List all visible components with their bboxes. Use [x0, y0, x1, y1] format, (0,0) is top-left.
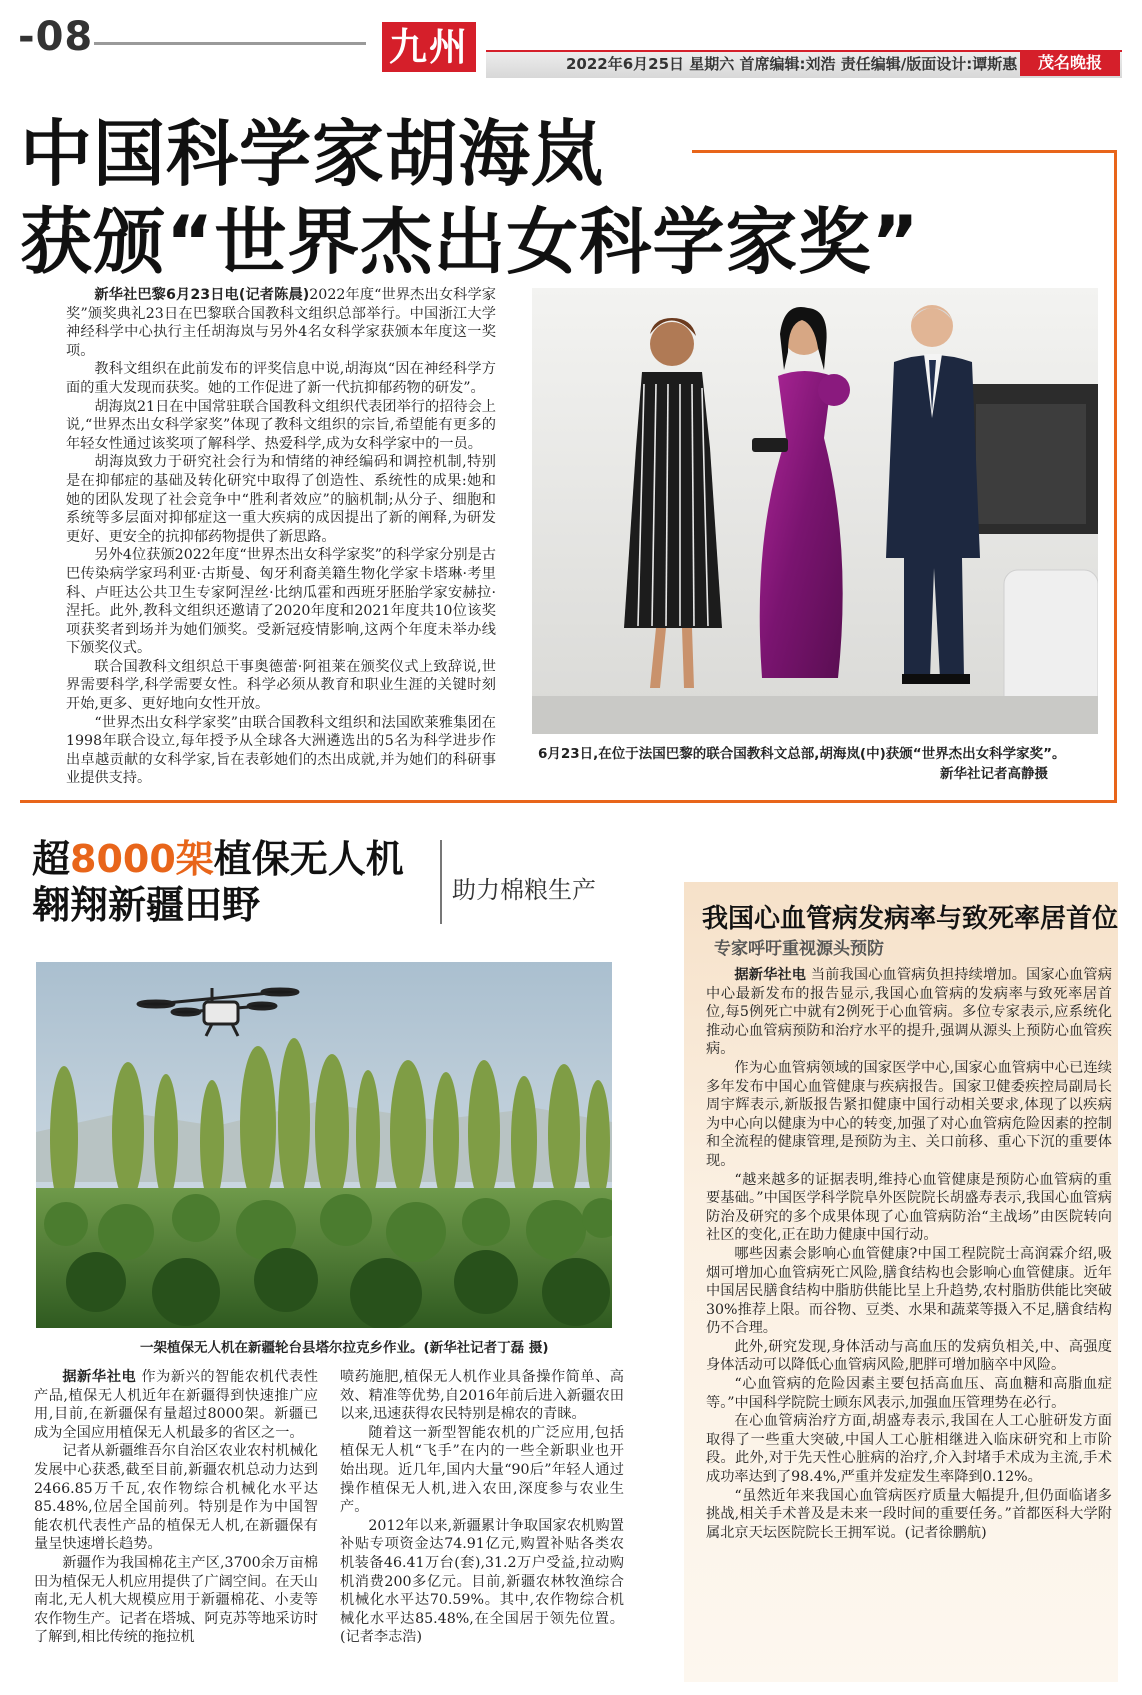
- paragraph: 此外,研究发现,身体活动与高血压的发病负相关,中、高强度身体活动可以降低心血管病风险,肥胖可增加脑卒中风险。: [706, 1338, 1112, 1374]
- paragraph: “世界杰出女科学家奖”由联合国教科文组织和法国欧莱雅集团在1998年联合设立,每年授予从全球各大洲遴选出的5名为科学进步作出卓越贡献的女科学家,旨在表彰她们的杰出成就,并为她们的科研事业提供支持。: [66, 714, 496, 787]
- paragraph: 在心血管病治疗方面,胡盛寿表示,我国在人工心脏研发方面取得了一些重大突破,中国人工心脏相继进入临床研究和上市阶段。此外,对于先天性心脏病的治疗,介入封堵手术成为主流,手术成功率达到了98.4%,严重并发症发生率降到0.12%。: [706, 1413, 1112, 1486]
- paragraph: 新华社巴黎6月23日电(记者陈晨)2022年度“世界杰出女科学家奖”颁奖典礼23日在巴黎联合国教科文组织总部举行。中国浙江大学神经科学中心执行主任胡海岚与另外4名女科学家获颁本年度这一奖项。: [66, 287, 496, 359]
- paragraph: 联合国教科文组织总干事奥德蕾·阿祖莱在颁奖仪式上致辞说,世界需要科学,科学需要女性。科学必须从教育和职业生涯的关键时刻开始,更多、更好地向女性开放。: [66, 658, 496, 713]
- article2-column2: [340, 1368, 624, 1647]
- article2-column1: [34, 1368, 318, 1647]
- paragraph: 胡海岚21日在中国常驻联合国教科文组织代表团举行的招待会上说,“世界杰出女科学家奖”体现了教科文组织的宗旨,希望能有更多的年轻女性通过该奖项了解科学、热爱科学,成为女科学家中的一员。: [66, 398, 496, 452]
- drone-field-photo: [36, 962, 612, 1328]
- frame-right: [1114, 150, 1117, 802]
- award-ceremony-photo: [532, 288, 1098, 734]
- title-divider: [440, 840, 442, 924]
- page-number: -08: [18, 14, 94, 60]
- date-line: 2022年6月25日 星期六 首席编辑:刘浩 责任编辑/版面设计:谭斯惠: [566, 55, 1018, 73]
- article1-headline: [20, 110, 920, 286]
- paragraph: 记者从新疆维吾尔自治区农业农村机械化发展中心获悉,截至目前,新疆农机总动力达到2466.85万千瓦,农作物综合机械化水平达85.48%,位居全国前列。特别是作为中国智能农机代表性产品的植保无人机,在新疆保有量呈快速增长趋势。: [34, 1443, 318, 1553]
- article2-subtitle: 助力棉粮生产: [452, 876, 596, 904]
- paragraph: 喷药施肥,植保无人机作业具备操作简单、高效、精准等优势,自2016年前后进入新疆农田以来,迅速获得农民特别是棉农的青睐。: [340, 1369, 624, 1423]
- section-tag: 九州: [382, 22, 476, 72]
- frame-bottom: [20, 800, 1117, 803]
- paragraph: “越来越多的证据表明,维持心血管健康是预防心血管病的重要基础。”中国医学科学院阜外医院院长胡盛寿表示,我国心血管病防治及研究的多个成果体现了心血管病防治“主战场”由医院转向社区的变化,正在助力健康中国行动。: [706, 1171, 1112, 1244]
- award-photo-caption: [538, 744, 1098, 784]
- masthead-logo: 茂名晚报: [1020, 50, 1120, 76]
- article3-title: 我国心血管病发病率与致死率居首位: [702, 904, 1119, 934]
- photo-credit: 新华社记者高静摄: [940, 766, 1048, 782]
- paragraph: 2012年以来,新疆累计争取国家农机购置补贴专项资金达74.91亿元,购置补贴各类农机装备46.41万台(套),31.2万户受益,拉动购机消费200多亿元。目前,新疆农林牧渔综合机械化水平达70.59%。其中,农作物综合机械化水平达85.48%,在全国居于领先位置。(记者李志浩): [340, 1517, 624, 1646]
- paragraph: “心血管病的危险因素主要包括高血压、高血糖和高脂血症等。”中国科学院院士顾东风表示,加强血压管理势在必行。: [706, 1376, 1112, 1411]
- headline-line1: 中国科学家胡海岚: [20, 112, 605, 196]
- drone-photo-caption: 一架植保无人机在新疆轮台县塔尔拉克乡作业。(新华社记者丁磊 摄): [140, 1340, 549, 1356]
- paragraph: 哪些因素会影响心血管健康?中国工程院院士高润霖介绍,吸烟可增加心血管病死亡风险,膳食结构也会影响心血管健康。近年中国居民膳食结构中脂肪供能比呈上升趋势,农村脂肪供能比突破30%推荐上限。而谷物、豆类、水果和蔬菜等摄入不足,膳食结构仍不合理。: [706, 1245, 1112, 1337]
- caption-text: 6月23日,在位于法国巴黎的联合国教科文总部,胡海岚(中)获颁“世界杰出女科学家奖”。: [538, 746, 1066, 762]
- paragraph: 随着这一新型智能农机的广泛应用,包括植保无人机“飞手”在内的一些全新职业也开始出现。近几年,国内大量“90后”年轻人通过操作植保无人机,进入农田,深度参与农业生产。: [340, 1424, 624, 1516]
- article3-subtitle: 专家呼吁重视源头预防: [714, 939, 884, 959]
- paragraph: 作为心血管病领域的国家医学中心,国家心血管病中心已连续多年发布中国心血管健康与疾病报告。国家卫健委疾控局副局长周宇辉表示,新版报告紧扣健康中国行动相关要求,体现了以疾病为中心向以健康为中心的转变,加强了对心血管病危险因素的控制和全流程的健康管理,是预防为主、关口前移、重心下沉的重要体现。: [706, 1059, 1112, 1169]
- title-line2: 翱翔新疆田野: [32, 883, 261, 927]
- paragraph: 据新华社电 当前我国心血管病负担持续增加。国家心血管病中心最新发布的报告显示,我国心血管病的发病率与致死率居首位,每5例死亡中就有2例死于心血管病。多位专家表示,应系统化推动心血管病预防和治疗水平的提升,强调从源头上预防心血管疾病。: [706, 967, 1112, 1058]
- article2-title: [32, 836, 404, 928]
- paragraph: 另外4位获颁2022年度“世界杰出女科学家奖”的科学家分别是古巴传染病学家玛利亚·古斯曼、匈牙利裔美籍生物化学家卡塔琳·考里科、卢旺达公共卫生专家阿涅丝·比纳瓜霍和西班牙胚胎学家安赫拉·涅托。此外,教科文组织还邀请了2020年度和2021年度共10位该奖项获奖者到场并为她们颁奖。受新冠疫情影响,这两个年度未举办线下颁奖仪式。: [66, 547, 496, 657]
- article3-body: [706, 966, 1112, 1542]
- title-highlight: 8000架: [70, 837, 214, 881]
- paragraph: 据新华社电 作为新兴的智能农机代表性产品,植保无人机近年在新疆得到快速推广应用,目前,在新疆保有量超过8000架。新疆已成为全国应用植保无人机最多的省区之一。: [34, 1369, 318, 1441]
- title-line1: 超8000架植保无人机: [32, 837, 404, 881]
- paragraph: 教科文组织在此前发布的评奖信息中说,胡海岚“因在神经科学方面的重大发现而获奖。她的工作促进了新一代抗抑郁药物的研发”。: [66, 361, 496, 396]
- article1-body: [66, 286, 496, 788]
- frame-top: [692, 150, 1116, 153]
- paragraph: 胡海岚致力于研究社会行为和情绪的神经编码和调控机制,特别是在抑郁症的基础及转化研究中取得了创造性、系统性的成果:她和她的团队发现了社会竞争中“胜利者效应”的脑机制;从分子、细胞和系统等多层面对抑郁症这一重大疾病的成因提出了新的阐释,为研发更好、更安全的抗抑郁药物提供了新思路。: [66, 454, 496, 545]
- paragraph: “虽然近年来我国心血管病医疗质量大幅提升,但仍面临诸多挑战,相关手术普及是未来一段时间的重要任务。”首都医科大学附属北京天坛医院院长王拥军说。(记者徐鹏航): [706, 1487, 1112, 1541]
- award-photo-illustration: [532, 288, 1098, 734]
- header-rule: [94, 42, 366, 45]
- headline-line2: 获颁“世界杰出女科学家奖”: [20, 200, 920, 284]
- paragraph: 新疆作为我国棉花主产区,3700余万亩棉田为植保无人机应用提供了广阔空间。在天山南北,无人机大规模应用于新疆棉花、小麦等农作物生产。记者在塔城、阿克苏等地采访时了解到,相比传统的拖拉机: [34, 1554, 318, 1646]
- drone-photo-illustration: [36, 962, 612, 1328]
